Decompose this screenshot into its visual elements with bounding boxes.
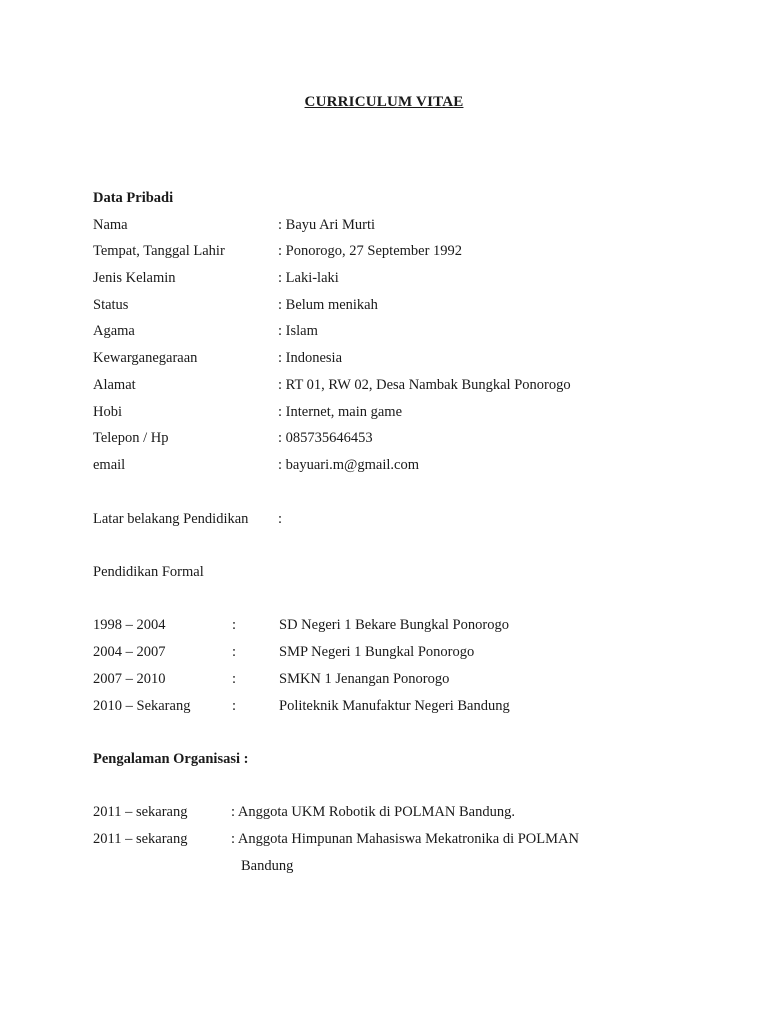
personal-value: : Laki-laki bbox=[278, 270, 339, 286]
education-school: SMP Negeri 1 Bungkal Ponorogo bbox=[279, 644, 475, 660]
personal-value: : 085735646453 bbox=[278, 430, 373, 446]
education-school: Politeknik Manufaktur Negeri Bandung bbox=[279, 698, 510, 714]
education-school: SMKN 1 Jenangan Ponorogo bbox=[279, 671, 450, 687]
education-colon: : bbox=[232, 671, 237, 687]
personal-label: Status bbox=[93, 297, 129, 313]
education-period: 2010 – Sekarang bbox=[93, 698, 191, 714]
education-period: 2007 – 2010 bbox=[93, 671, 166, 687]
document-title: CURRICULUM VITAE bbox=[304, 94, 464, 110]
organization-period: 2011 – sekarang bbox=[93, 831, 188, 847]
education-school: SD Negeri 1 Bekare Bungkal Ponorogo bbox=[279, 617, 509, 633]
personal-value: : Internet, main game bbox=[278, 404, 403, 420]
organization-heading: Pengalaman Organisasi : bbox=[93, 751, 249, 767]
personal-data-heading: Data Pribadi bbox=[93, 190, 174, 206]
personal-value: : RT 01, RW 02, Desa Nambak Bungkal Ponorogo bbox=[278, 377, 571, 393]
personal-value: : bayuari.m@gmail.com bbox=[278, 457, 419, 473]
education-period: 1998 – 2004 bbox=[93, 617, 166, 633]
education-colon: : bbox=[232, 617, 237, 633]
personal-label: Telepon / Hp bbox=[93, 430, 169, 446]
personal-label: Nama bbox=[93, 217, 128, 233]
organization-value: : Anggota UKM Robotik di POLMAN Bandung. bbox=[231, 804, 515, 820]
education-period: 2004 – 2007 bbox=[93, 644, 166, 660]
organization-value: : Anggota Himpunan Mahasiswa Mekatronika di POLMAN bbox=[231, 831, 579, 847]
personal-value: : Bayu Ari Murti bbox=[278, 217, 376, 233]
education-heading-label: Latar belakang Pendidikan bbox=[93, 511, 249, 527]
education-colon: : bbox=[232, 644, 237, 660]
personal-value: : Belum menikah bbox=[278, 297, 378, 313]
education-colon: : bbox=[232, 698, 237, 714]
personal-label: Jenis Kelamin bbox=[93, 270, 176, 286]
personal-value: : Ponorogo, 27 September 1992 bbox=[278, 243, 463, 259]
personal-label: email bbox=[93, 457, 126, 473]
personal-label: Kewarganegaraan bbox=[93, 350, 198, 366]
organization-value-continuation: Bandung bbox=[241, 858, 294, 874]
personal-label: Tempat, Tanggal Lahir bbox=[93, 243, 225, 259]
education-heading-colon: : bbox=[278, 511, 283, 527]
personal-label: Hobi bbox=[93, 404, 122, 420]
personal-label: Agama bbox=[93, 323, 135, 339]
personal-value: : Indonesia bbox=[278, 350, 343, 366]
formal-education-subheading: Pendidikan Formal bbox=[93, 564, 204, 580]
personal-value: : Islam bbox=[278, 323, 318, 339]
personal-label: Alamat bbox=[93, 377, 136, 393]
organization-period: 2011 – sekarang bbox=[93, 804, 188, 820]
